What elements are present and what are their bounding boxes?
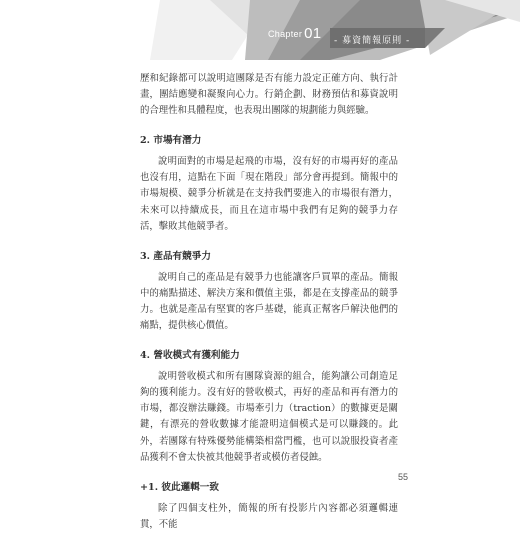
section-body-revenue: 說明營收模式和所有團隊資源的組合，能夠讓公司創造足夠的獲利能力。沒有好的營收模式，再好的產品和再有潛力的市場，都沒辦法賺錢。市場牽引力（traction）的數據更是關鍵，有漂亮的營收數據才能證明這個模式是可以賺錢的。此外，若團隊有特殊優勢能構築相當門檻，也可以說服投資者產品獲利不會太快被其他競爭者或模仿者侵蝕。 bbox=[140, 371, 398, 463]
section-heading-product: 3. 產品有競爭力 bbox=[140, 250, 211, 262]
section-heading-revenue: 4. 營收模式有獲利能力 bbox=[140, 350, 240, 362]
chapter-number: 01 bbox=[304, 25, 322, 42]
section-body-consistency: 除了四個支柱外，簡報的所有投影片內容都必須邏輯連貫，不能 bbox=[140, 502, 398, 530]
chapter-label bbox=[268, 25, 321, 42]
page-number: 55 bbox=[398, 472, 409, 482]
chapter-label-text: Chapter bbox=[268, 29, 303, 39]
intro-paragraph: 歷和紀錄都可以說明這團隊是否有能力設定正確方向、執行計畫，團結應變和凝聚向心力。行銷企劃、財務預估和募資說明的合理性和具體程度，也表現出團隊的規劃能力與經驗。 bbox=[140, 73, 398, 117]
section-body-product: 說明自己的產品是有競爭力也能讓客戶買單的產品。簡報中的痛點描述、解決方案和價值主張，都是在支撐產品的競爭力。也就是產品有堅實的客戶基礎，能真正幫客戶解決他們的痛點，提供核心價值。 bbox=[140, 271, 398, 332]
chapter-header-banner bbox=[0, 0, 520, 60]
section-body-market: 說明面對的市場是起飛的市場，沒有好的市場再好的產品也沒有用，這點在下面「現在階段」部分會再提到。簡報中的市場規模、競爭分析就是在支持我們要進入的市場很有潛力，未來可以持續成長，而且在這市場中我們有足夠的競爭力存活，擊敗其他競爭者。 bbox=[140, 156, 398, 232]
section-heading-market: 2. 市場有潛力 bbox=[140, 135, 202, 147]
section-heading-consistency: +1. 彼此邏輯一致 bbox=[140, 481, 219, 493]
header-geometric-graphic bbox=[0, 0, 520, 60]
page-body bbox=[140, 71, 398, 533]
running-section-title: - 募資簡報原則 - bbox=[334, 36, 411, 46]
